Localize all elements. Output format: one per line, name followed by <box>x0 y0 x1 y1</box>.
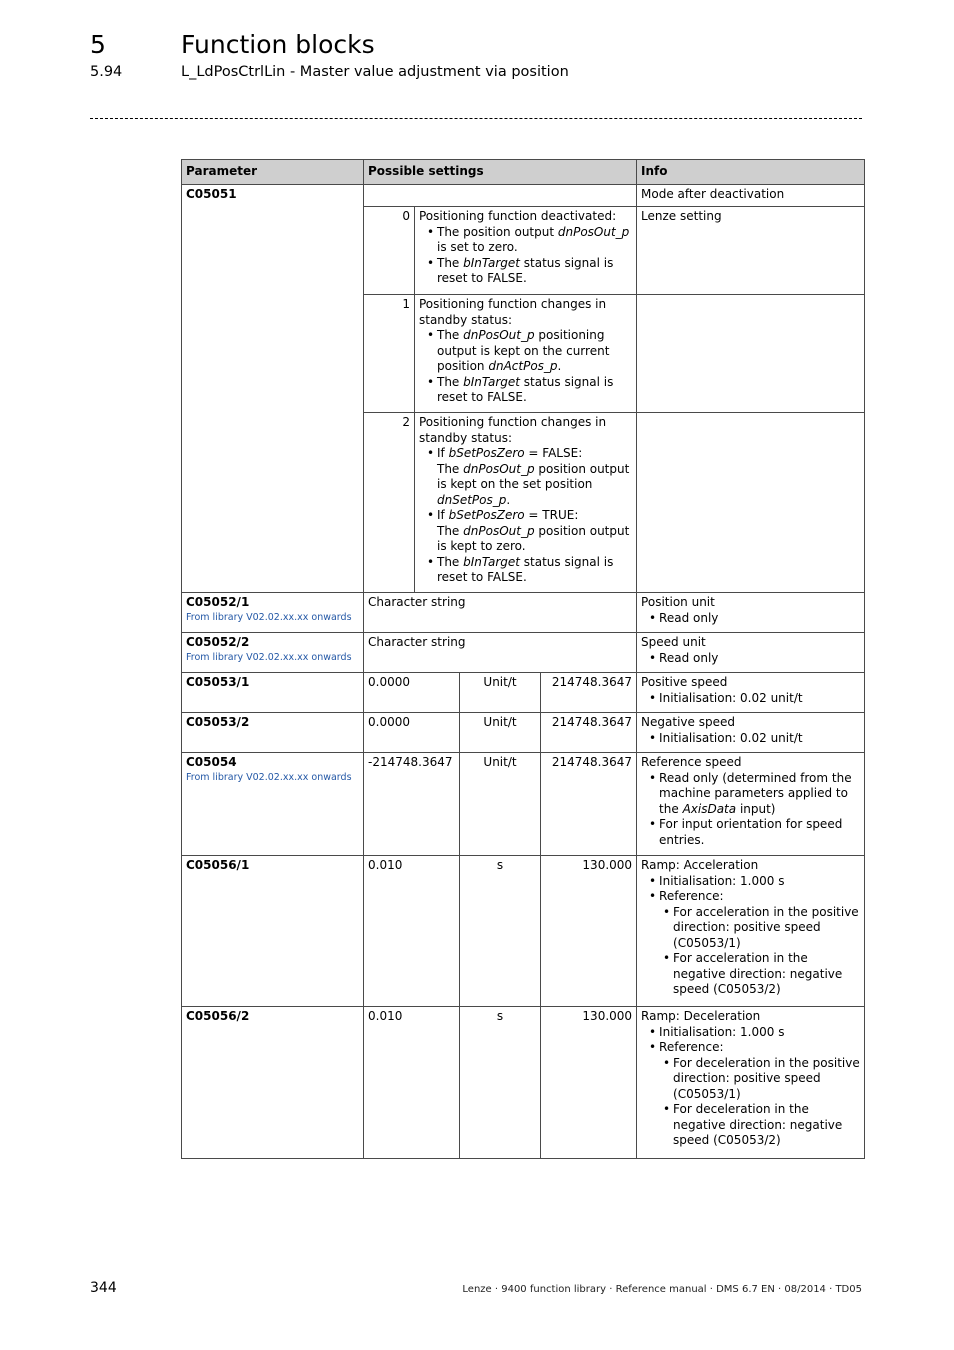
settings-cell <box>364 184 637 207</box>
bullet-list <box>641 874 860 998</box>
info-cell: Ramp: Acceleration • Initialisation: 1.000 s • Reference: • For acceleration in the positive direction: positive speed (C05053/1) • For acceleration in the negative direction: negative speed (C05053/2) <box>637 856 865 1007</box>
sub-bullet-list <box>659 1056 860 1149</box>
min-value: 0.010 <box>364 1007 460 1159</box>
page-number: 344 <box>90 1280 117 1296</box>
param-name: C05051 <box>186 186 237 201</box>
info-cell: Mode after deactivation <box>637 184 865 207</box>
list-item: • For acceleration in the negative direction: negative speed (C05053/2) <box>673 951 860 998</box>
list-item: • For deceleration in the positive direction: positive speed (C05053/1) <box>673 1056 860 1103</box>
chapter-title: Function blocks <box>181 30 375 59</box>
bullet-list <box>419 446 632 586</box>
list-item: • The bInTarget status signal is reset to FALSE. <box>437 256 632 287</box>
bullet-list <box>419 328 632 406</box>
info-cell: Reference speed • Read only (determined from the machine parameters applied to the AxisData input) • For input orientation for speed entries. <box>637 753 865 856</box>
table-row <box>182 673 865 713</box>
header-divider <box>90 118 862 119</box>
param-name: C05053/1 <box>186 675 250 689</box>
list-item: • Initialisation: 1.000 s <box>659 1025 860 1041</box>
param-cell <box>182 1007 364 1159</box>
param-cell <box>182 184 364 593</box>
document-info: Lenze · 9400 function library · Reference manual · DMS 6.7 EN · 08/2014 · TD05 <box>462 1284 862 1295</box>
list-item: • Reference: • For acceleration in the positive direction: positive speed (C05053/1) • For acceleration in the negative direction: negative speed (C05053/2) <box>659 889 860 998</box>
parameter-table <box>181 159 865 1159</box>
bullet-list <box>641 691 860 707</box>
option-description: Positioning function deactivated: • The position output dnPosOut_p is set to zero. • The bInTarget status signal is reset to FALSE. <box>415 207 637 295</box>
param-cell <box>182 593 364 633</box>
list-item: • Initialisation: 0.02 unit/t <box>659 731 860 747</box>
info-cell <box>637 295 865 413</box>
param-name: C05056/2 <box>186 1009 250 1023</box>
bullet-list <box>641 611 860 627</box>
settings-cell: Character string <box>364 633 637 673</box>
unit-value: Unit/t <box>460 673 541 713</box>
min-value: 0.0000 <box>364 713 460 753</box>
chapter-number: 5 <box>90 30 106 59</box>
param-name: C05053/2 <box>186 715 250 729</box>
bullet-list <box>641 651 860 667</box>
bullet-list <box>419 225 632 287</box>
info-cell: Negative speed • Initialisation: 0.02 unit/t <box>637 713 865 753</box>
list-item: • For acceleration in the positive direction: positive speed (C05053/1) <box>673 905 860 952</box>
table-row <box>182 593 865 633</box>
option-description: Positioning function changes in standby status: • The dnPosOut_p positioning output is kept on the current position dnActPos_p. • The bInTarget status signal is reset to FALSE. <box>415 295 637 413</box>
table-row <box>182 633 865 673</box>
column-header-info: Info <box>637 160 865 185</box>
max-value: 130.000 <box>541 856 637 1007</box>
option-value: 2 <box>364 413 415 593</box>
table-row <box>182 184 865 207</box>
max-value: 214748.3647 <box>541 713 637 753</box>
option-value: 0 <box>364 207 415 295</box>
list-item: • If bSetPosZero = TRUE: The dnPosOut_p position output is kept to zero. <box>437 508 632 555</box>
list-item: • Reference: • For deceleration in the positive direction: positive speed (C05053/1) • For deceleration in the negative direction: negative speed (C05053/2) <box>659 1040 860 1149</box>
table-row <box>182 713 865 753</box>
unit-value: s <box>460 856 541 1007</box>
list-item: • The bInTarget status signal is reset to FALSE. <box>437 375 632 406</box>
table-header-row <box>182 160 865 185</box>
param-name: C05052/1 <box>186 595 250 609</box>
info-cell <box>637 413 865 593</box>
param-cell <box>182 753 364 856</box>
table-row <box>182 856 865 1007</box>
list-item: • Initialisation: 1.000 s <box>659 874 860 890</box>
settings-cell: Character string <box>364 593 637 633</box>
unit-value: s <box>460 1007 541 1159</box>
param-name: C05054 <box>186 755 237 769</box>
list-item: • The dnPosOut_p positioning output is kept on the current position dnActPos_p. <box>437 328 632 375</box>
bullet-list <box>641 1025 860 1149</box>
list-item: • If bSetPosZero = FALSE: The dnPosOut_p position output is kept on the set position dnSetPos_p. <box>437 446 632 508</box>
info-cell: Lenze setting <box>637 207 865 295</box>
info-cell: Position unit • Read only <box>637 593 865 633</box>
list-item: • The position output dnPosOut_p is set to zero. <box>437 225 632 256</box>
param-cell <box>182 856 364 1007</box>
info-cell: Speed unit • Read only <box>637 633 865 673</box>
table-row <box>182 753 865 856</box>
param-name: C05052/2 <box>186 635 250 649</box>
unit-value: Unit/t <box>460 753 541 856</box>
bullet-list <box>641 771 860 849</box>
param-cell <box>182 633 364 673</box>
min-value: 0.0000 <box>364 673 460 713</box>
list-item: • For input orientation for speed entries. <box>659 817 860 848</box>
option-value: 1 <box>364 295 415 413</box>
max-value: 130.000 <box>541 1007 637 1159</box>
info-cell: Ramp: Deceleration • Initialisation: 1.000 s • Reference: • For deceleration in the positive direction: positive speed (C05053/1) • For deceleration in the negative direction: negative speed (C05053/2) <box>637 1007 865 1159</box>
section-title: L_LdPosCtrlLin - Master value adjustment via position <box>181 64 569 80</box>
max-value: 214748.3647 <box>541 753 637 856</box>
param-cell <box>182 673 364 713</box>
list-item: • Read only <box>659 611 860 627</box>
list-item: • Read only (determined from the machine parameters applied to the AxisData input) <box>659 771 860 818</box>
version-note: From library V02.02.xx.xx onwards <box>186 651 352 663</box>
info-cell: Positive speed • Initialisation: 0.02 unit/t <box>637 673 865 713</box>
option-description: Positioning function changes in standby status: • If bSetPosZero = FALSE: The dnPosOut_p position output is kept on the set position dnSetPos_p. • If bSetPosZero = TRUE: The dnPosOut_p position output is kept to zero. • The bInTarget status signal is reset to FALSE. <box>415 413 637 593</box>
max-value: 214748.3647 <box>541 673 637 713</box>
unit-value: Unit/t <box>460 713 541 753</box>
min-value: -214748.3647 <box>364 753 460 856</box>
version-note: From library V02.02.xx.xx onwards <box>186 771 352 783</box>
section-number: 5.94 <box>90 64 123 80</box>
list-item: • The bInTarget status signal is reset to FALSE. <box>437 555 632 586</box>
version-note: From library V02.02.xx.xx onwards <box>186 611 352 623</box>
param-cell <box>182 713 364 753</box>
list-item: • Read only <box>659 651 860 667</box>
sub-bullet-list <box>659 905 860 998</box>
bullet-list <box>641 731 860 747</box>
table-row <box>182 1007 865 1159</box>
min-value: 0.010 <box>364 856 460 1007</box>
list-item: • For deceleration in the negative direction: negative speed (C05053/2) <box>673 1102 860 1149</box>
param-name: C05056/1 <box>186 858 250 872</box>
list-item: • Initialisation: 0.02 unit/t <box>659 691 860 707</box>
column-header-possible-settings: Possible settings <box>364 160 637 185</box>
column-header-parameter: Parameter <box>182 160 364 185</box>
